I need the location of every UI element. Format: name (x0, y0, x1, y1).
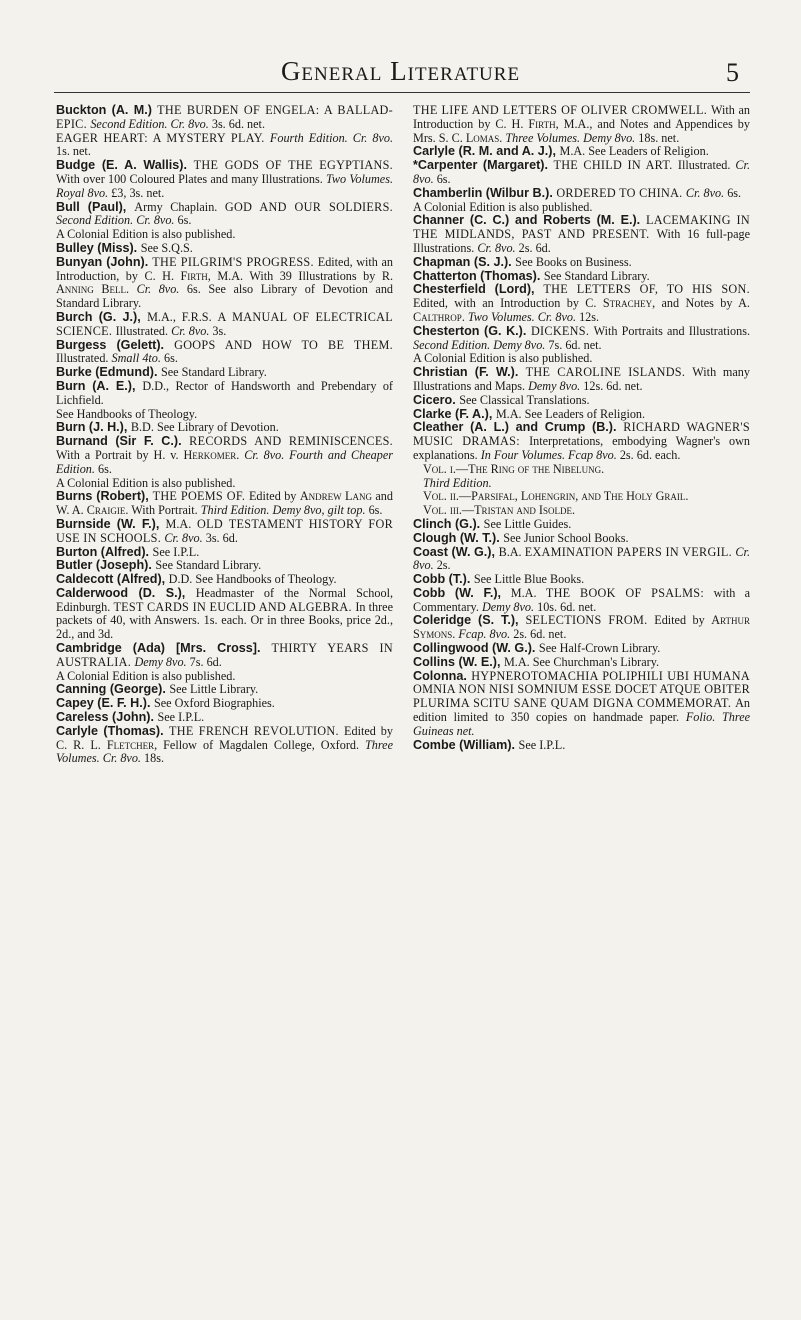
entry-text: Calthrop (413, 309, 462, 324)
entry-text: with a Commentary. (413, 585, 750, 614)
entry-text: 6s. (436, 171, 451, 186)
entry-text: Edited, with an Introduction, by C. H. (56, 254, 393, 283)
entry-text: An edition limited to 350 copies on handmade paper. (413, 696, 750, 725)
catalogue-entry (56, 228, 393, 242)
page-number: 5 (726, 58, 739, 87)
catalogue-entry (56, 408, 393, 422)
entry-text: 6s. (368, 503, 383, 518)
catalogue-entry (56, 725, 393, 766)
entry-text: D.D. See Handbooks of Theology. (168, 572, 337, 587)
entry-text: See Oxford Biographies. (153, 696, 275, 711)
entry-text: See I.P.L. (157, 710, 205, 725)
entry-author: Buckton (A. M.) (56, 103, 158, 117)
catalogue-entry (413, 159, 750, 187)
entry-text: LACEMAKING IN THE MIDLANDS, PAST AND PRESENT. (413, 213, 750, 242)
catalogue-entry (56, 339, 393, 367)
entry-text: D.D., Rector of Handsworth and Prebendary of Lichfield. (56, 378, 393, 407)
entry-author: Chesterton (G. K.). (413, 323, 531, 338)
catalogue-entry (56, 546, 393, 560)
entry-text: M.A. (165, 516, 198, 531)
sub-entry (413, 504, 750, 518)
entry-text: See Handbooks of Theology. (56, 406, 198, 421)
entry-text: With a Portrait by H. v. (56, 447, 184, 462)
entry-text: See Standard Library. (155, 558, 262, 573)
entry-text: In Four Volumes. Fcap 8vo. (480, 447, 620, 462)
sub-entry (413, 490, 750, 504)
entry-text: 10s. 6d. net. (537, 599, 597, 614)
entry-text: Two Volumes. Royal 8vo. (56, 171, 393, 200)
catalogue-entry (413, 104, 750, 145)
catalogue-entry (413, 394, 750, 408)
entry-author: Chatterton (Thomas). (413, 268, 544, 283)
page-header (0, 0, 801, 110)
entry-text: 3s. 6d. (205, 530, 238, 545)
entry-text: Headmaster of the Normal School, Edinburgh. (56, 585, 393, 614)
catalogue-entry (413, 587, 750, 615)
catalogue-entry (413, 256, 750, 270)
entry-text: RICHARD WAGNER'S MUSIC DRAMAS: (413, 420, 750, 449)
entry-text: 2s. 6d. (518, 240, 551, 255)
entry-text: Edited, with an Introduction by C. (413, 296, 603, 311)
catalogue-entry (56, 435, 393, 476)
catalogue-entry (413, 421, 750, 462)
entry-text: 3s. (212, 323, 227, 338)
catalogue-entry (56, 573, 393, 587)
entry-text: B.A. (498, 544, 525, 559)
entry-text: 12s. (579, 309, 600, 324)
entry-text: Second Edition. Demy 8vo. (413, 337, 549, 352)
catalogue-entry (413, 214, 750, 255)
entry-text: Illustrated. (56, 351, 112, 366)
entry-text: Folio. Three Guineas net. (413, 710, 751, 738)
entry-text: See Little Library. (169, 682, 259, 697)
entry-text: B.D. See Library of Devotion. (130, 420, 279, 435)
entry-text: THE CHILD IN ART. (553, 158, 678, 173)
entry-text: 18s. net. (638, 130, 680, 145)
entry-author: Bunyan (John). (56, 254, 153, 269)
catalogue-entry (413, 325, 750, 353)
header-rule (54, 92, 750, 93)
entry-text: DICKENS. (530, 323, 594, 338)
running-title: General Literature (280, 56, 521, 86)
entry-text: . (236, 447, 245, 462)
entry-text: Second Edition. Cr. 8vo. (56, 213, 178, 228)
entry-text: Cr. 8vo. (413, 158, 750, 186)
entry-text: SELECTIONS FROM. (525, 613, 655, 628)
entry-text: THE PILGRIM'S PROGRESS. (152, 254, 318, 269)
entry-author: Bulley (Miss). (56, 240, 141, 255)
catalogue-entry (413, 145, 750, 159)
entry-text: £3, 3s. net. (111, 185, 165, 200)
entry-text: . With Portrait. (125, 503, 201, 518)
entry-text: Three Volumes. Demy 8vo. (505, 130, 639, 145)
entry-text: A Colonial Edition is also published. (56, 227, 236, 242)
entry-text: Cr. 8vo. (685, 185, 728, 200)
entry-author: Christian (F. W.). (413, 365, 526, 380)
entry-author: Burnand (Sir F. C.). (56, 434, 190, 449)
entry-author: Canning (George). (56, 682, 170, 697)
entry-text: See Little Blue Books. (473, 572, 585, 587)
entry-author: Butler (Joseph). (56, 558, 156, 573)
sub-entry (413, 477, 750, 491)
entry-text: THE LETTERS OF, TO HIS SON. (543, 282, 750, 297)
entry-author: Burch (G. J.), (56, 309, 148, 324)
entry-text: 2s. (436, 558, 451, 573)
entry-text: 7s. 6d. (189, 654, 222, 669)
entry-text: Cr. 8vo. (171, 323, 213, 338)
entry-text: Lomas (465, 130, 500, 145)
entry-text: ORDERED TO CHINA. (556, 185, 686, 200)
entry-author: Burn (J. H.), (56, 420, 131, 435)
entry-text: THE CAROLINE ISLANDS. (525, 365, 693, 380)
catalogue-entry (56, 697, 393, 711)
entry-text: With 16 full-page Illustrations. (413, 227, 750, 255)
entry-text: With over 100 Coloured Plates and many Illustrations. (56, 171, 327, 186)
entry-text: See Junior School Books. (503, 530, 629, 545)
entry-author: Carlyle (R. M. and A. J.), (413, 144, 560, 159)
entry-text: Cr. 8vo. (413, 544, 750, 573)
entry-text: Strachey (602, 296, 653, 311)
entry-text: Anning Bell (56, 282, 126, 297)
catalogue-entry (413, 366, 750, 394)
catalogue-entry (413, 614, 750, 642)
entry-text: With an Introduction by C. H. (413, 103, 750, 131)
catalogue-entry (56, 587, 393, 642)
catalogue-entry (413, 283, 750, 324)
catalogue-entry (56, 159, 393, 200)
entry-text: See Standard Library. (160, 365, 267, 380)
entry-text: M.A. (510, 585, 546, 600)
entry-text: 6s. (97, 461, 112, 476)
catalogue-entry (56, 132, 393, 160)
entry-author: Chamberlin (Wilbur B.). (413, 185, 557, 200)
entry-text: A Colonial Edition is also published. (56, 475, 236, 490)
entry-text: THE LIFE AND LETTERS OF OLIVER CROMWELL. (413, 103, 711, 117)
entry-text: 12s. 6d. net. (583, 378, 643, 393)
entry-text: 1s. net. (56, 144, 91, 159)
left-column (56, 104, 393, 766)
entry-author: Caldecott (Alfred), (56, 572, 169, 587)
entry-author: Coast (W. G.), (413, 544, 499, 559)
entry-text: Three Volumes. Cr. 8vo. (56, 737, 393, 766)
entry-text: Cr. 8vo. (477, 240, 519, 255)
entry-author: Clarke (F. A.), (413, 406, 496, 421)
catalogue-entry (413, 201, 750, 215)
entry-author: Burns (Robert), (56, 489, 153, 504)
entry-text: EAGER HEART: A MYSTERY PLAY. (56, 130, 270, 145)
entry-author: Burn (A. E.), (56, 378, 143, 393)
entry-text: A Colonial Edition is also published. (413, 199, 593, 214)
entry-text: GOD AND OUR SOLDIERS. (224, 199, 394, 214)
entry-text: With many Illustrations and Maps. (413, 365, 750, 393)
entry-text: Cr. 8vo. (136, 282, 187, 297)
catalogue-entry (413, 670, 750, 739)
entry-author: Budge (E. A. Wallis). (56, 158, 194, 173)
entry-text: M.A., F.R.S. (147, 309, 218, 324)
entry-text: THE GODS OF THE EGYPTIANS. (193, 158, 393, 173)
entry-text: Fcap. 8vo. (458, 627, 514, 642)
entry-author: Cicero. (413, 392, 460, 407)
entry-text: Arthur Symons (413, 613, 750, 642)
entry-text: OLD TESTAMENT HISTORY FOR USE IN SCHOOLS. (56, 516, 394, 545)
catalogue-entry (413, 656, 750, 670)
entry-text: Firth (528, 116, 556, 131)
entry-text: , Fellow of Magdalen College, Oxford. (154, 737, 366, 752)
entry-text: 6s. (177, 213, 192, 228)
entry-text: A Colonial Edition is also published. (56, 668, 236, 683)
entry-author: Cobb (W. F.), (413, 585, 511, 600)
entry-text: THE BURDEN OF ENGELA: A BALLAD-EPIC. (56, 103, 394, 131)
entry-text: Edited by (248, 489, 300, 504)
right-column (413, 104, 750, 766)
catalogue-entry (413, 546, 750, 574)
entry-text: Edited by (654, 613, 712, 628)
entry-text: See S.Q.S. (140, 240, 193, 255)
entry-text: M.A. See Leaders of Religion. (559, 144, 709, 159)
entry-text: RECORDS AND REMINISCENCES. (189, 434, 394, 449)
entry-text: HYPNEROTOMACHIA POLIPHILI UBI HUMANA OMNIA NON NISI SOMNIUM ESSE DOCET ATQUE OBITER PLURIMA SCITU SANE QUAM DIGNA COMMEMORAT. (413, 668, 750, 711)
entry-text: 6s. (164, 351, 178, 366)
entry-text: In three packets of 40, with Answers. 1s. each. Or in three Books, price 2d., 2d., and 3d. (56, 599, 393, 642)
catalogue-entry (413, 187, 750, 201)
entry-text: Small 4to. (111, 351, 164, 366)
entry-text: Edited by C. R. L. (56, 723, 393, 752)
entry-text: Army Chaplain. (134, 199, 225, 214)
entry-author: Cobb (T.). (413, 572, 474, 587)
catalogue-entry (56, 683, 393, 697)
catalogue-entry (56, 311, 393, 339)
entry-text: Demy 8vo. (528, 378, 584, 393)
entry-text: Third Edition. Demy 8vo, gilt top. (200, 503, 369, 518)
catalogue-entry (56, 518, 393, 546)
entry-author: *Carpenter (Margaret). (413, 158, 554, 173)
catalogue-entry (56, 242, 393, 256)
entry-text: See I.P.L. (518, 737, 566, 752)
entry-text: GOOPS AND HOW TO BE THEM. (174, 337, 393, 352)
entry-text: M.A. See Leaders of Religion. (495, 406, 646, 421)
entry-text: With Portraits and Illustrations. (593, 323, 750, 338)
entry-text: TEST CARDS IN EUCLID AND ALGEBRA. (113, 599, 356, 614)
catalogue-entry (413, 408, 750, 422)
entry-author: Clinch (G.). (413, 516, 484, 531)
catalogue-entry (413, 739, 750, 753)
entry-text: Vol. ii.—Parsifal, Lohengrin, and The Holy Grail. (423, 489, 689, 504)
entry-author: Capey (E. F. H.). (56, 696, 154, 711)
entry-author: Collingwood (W. G.). (413, 641, 539, 656)
entry-text: Second Edition. Cr. 8vo. (90, 116, 212, 131)
entry-text: Andrew Lang (299, 489, 372, 504)
entry-text: Cr. 8vo. Fourth and Cheaper Edition. (56, 447, 394, 476)
entry-author: Burton (Alfred). (56, 544, 153, 559)
entry-text: 7s. 6d. net. (548, 337, 602, 352)
entry-text: See Little Guides. (483, 516, 572, 531)
entry-text: , M.A., and Notes and Appendices by Mrs. S. C. (413, 116, 750, 145)
entry-text: A MANUAL OF ELECTRICAL SCIENCE. (56, 309, 393, 338)
catalogue-entry (413, 642, 750, 656)
entry-author: Calderwood (D. S.), (56, 585, 196, 600)
entry-text: Herkomer (183, 447, 237, 462)
entry-author: Burgess (Gelett). (56, 337, 175, 352)
entry-text: See Classical Translations. (459, 392, 590, 407)
catalogue-entry (413, 518, 750, 532)
entry-text: EXAMINATION PAPERS IN VERGIL. (524, 544, 736, 559)
catalogue-entry (413, 573, 750, 587)
entry-text: 6s. See also Library of Devotion and Standard Library. (56, 282, 394, 311)
entry-text: See I.P.L. (152, 544, 200, 559)
entry-text: Demy 8vo. (134, 654, 190, 669)
entry-text: 18s. (144, 751, 165, 766)
entry-text: Craigie (86, 503, 126, 518)
entry-text: Fourth Edition. Cr. 8vo. (269, 130, 394, 145)
entry-text: . (499, 130, 506, 145)
entry-author: Chesterfield (Lord), (413, 282, 544, 297)
entry-text: . (452, 627, 459, 642)
entry-author: Combe (William). (413, 737, 519, 752)
entry-text: Illustrated. (677, 158, 736, 173)
entry-text: THE FRENCH REVOLUTION. (168, 723, 345, 738)
catalogue-entry (56, 380, 393, 408)
sub-entry (413, 463, 750, 477)
catalogue-entry (56, 201, 393, 229)
entry-text: . (461, 309, 468, 324)
entry-author: Collins (W. E.), (413, 654, 504, 669)
entry-text: THE BOOK OF PSALMS: (545, 585, 714, 600)
entry-text: , and Notes by A. (652, 296, 750, 311)
catalogue-entry (56, 104, 393, 132)
catalogue-entry (56, 421, 393, 435)
entry-text: 2s. 6d. net. (513, 627, 567, 642)
catalogue-entry (56, 642, 393, 670)
catalogue-columns (56, 104, 750, 766)
catalogue-entry (56, 670, 393, 684)
entry-author: Carlyle (Thomas). (56, 723, 169, 738)
catalogue-entry (413, 532, 750, 546)
entry-author: Burnside (W. F.), (56, 516, 166, 531)
entry-text: , M.A. With 39 Illustrations by R. (207, 268, 393, 283)
entry-text: 3s. 6d. net. (211, 116, 265, 131)
entry-author: Bull (Paul), (56, 199, 135, 214)
catalogue-entry (413, 352, 750, 366)
entry-author: Coleridge (S. T.), (413, 613, 526, 628)
entry-text: . (125, 282, 137, 297)
entry-text: See Books on Business. (515, 254, 632, 269)
entry-text: Firth (180, 268, 208, 283)
entry-text: THIRTY YEARS IN AUSTRALIA. (56, 641, 394, 669)
entry-author: Cleather (A. L.) and Crump (B.). (413, 420, 624, 435)
catalogue-entry (56, 366, 393, 380)
entry-author: Channer (C. C.) and Roberts (M. E.). (413, 213, 646, 228)
entry-text: Vol. i.—The Ring of the Nibelung. (423, 461, 605, 476)
entry-author: Careless (John). (56, 710, 158, 725)
catalogue-entry (56, 490, 393, 518)
catalogue-entry (56, 711, 393, 725)
entry-text: Cr. 8vo. (164, 530, 206, 545)
catalogue-entry (56, 256, 393, 311)
entry-text: See Standard Library. (543, 268, 650, 283)
entry-text: Fletcher (106, 737, 155, 752)
entry-text: 6s. (727, 185, 742, 200)
entry-text: M.A. See Churchman's Library. (503, 654, 660, 669)
entry-text: Interpretations, embodying Wagner's own explanations. (413, 434, 751, 462)
catalogue-entry (56, 477, 393, 491)
entry-text: and W. A. (56, 489, 393, 518)
entry-text: THE POEMS OF. (152, 489, 249, 504)
entry-text: A Colonial Edition is also published. (413, 351, 593, 366)
entry-author: Clough (W. T.). (413, 530, 504, 545)
catalogue-entry (413, 270, 750, 284)
entry-author: Colonna. (413, 668, 472, 683)
entry-author: Cambridge (Ada) [Mrs. Cross]. (56, 641, 272, 656)
entry-text: Vol. iii.—Tristan and Isolde. (423, 503, 576, 518)
catalogue-entry (56, 559, 393, 573)
entry-text: Demy 8vo. (481, 599, 538, 614)
entry-author: Burke (Edmund). (56, 365, 161, 380)
entry-text: Illustrated. (115, 323, 172, 338)
entry-author: Chapman (S. J.). (413, 254, 516, 269)
entry-text: Two Volumes. Cr. 8vo. (467, 309, 580, 324)
entry-text: 2s. 6d. each. (619, 447, 681, 462)
entry-text: Third Edition. (423, 475, 492, 490)
entry-text: See Half-Crown Library. (538, 641, 661, 656)
